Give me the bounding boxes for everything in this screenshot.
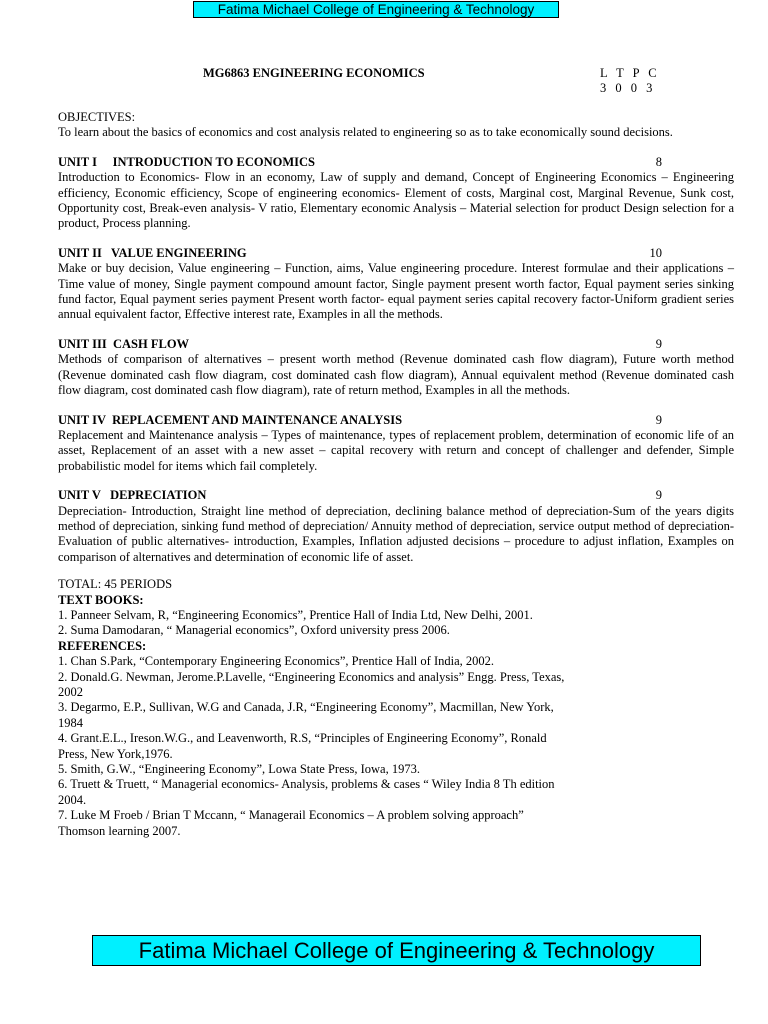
unit-hours: 9 [655,488,662,503]
objectives-text: To learn about the basics of economics and cost analysis related to engineering so as to take economically sound decisions. [58,125,673,140]
unit-hours: 9 [655,412,662,427]
ltpc-table [600,66,660,96]
unit-5-text: Depreciation- Introduction, Straight line method of depreciation, declining balance method of depreciation-Sum of the years digits method of depreciation, sinking fund method of depreciation/ Annuity method of depreciation, service output method of depreciation-Evaluation of public alternatives- introduction, Examples, Inflation adjusted decisions – procedure to adjust inflation, Examples on comparison of alternatives and determination of economic life of asset. [58,503,734,564]
references-list [58,654,568,839]
college-banner-bottom: Fatima Michael College of Engineering & Technology [92,935,701,966]
unit-title: UNIT III CASH FLOW [58,336,190,351]
college-banner-top: Fatima Michael College of Engineering & Technology [193,1,559,18]
ltpc-header: L T P C [600,66,660,80]
total-periods: TOTAL: 45 PERIODS [58,577,173,592]
unit-3-heading [58,337,734,352]
textbooks-heading: TEXT BOOKS: [58,592,144,607]
unit-title: UNIT V DEPRECIATION [58,488,207,503]
list-item: 4. Grant.E.L., Ireson.W.G., and Leavenworth, R.S, “Principles of Engineering Economy”, Ronald Press, New York,1976. [58,731,547,761]
unit-5-heading [58,488,734,503]
list-item: 1. Chan S.Park, “Contemporary Engineering Economics”, Prentice Hall of India, 2002. [58,654,495,669]
unit-title: UNIT IV REPLACEMENT AND MAINTENANCE ANALYSIS [58,412,403,427]
references-heading: REFERENCES: [58,638,147,653]
list-item: 2. Suma Damodaran, “ Managerial economics”, Oxford university press 2006. [58,623,450,638]
unit-3-text: Methods of comparison of alternatives – present worth method (Revenue dominated cash flow diagram), Future worth method (Revenue dominated cash flow diagram, cost dominated cash flow diagram), Annual equivalent method (Revenue dominated cash flow diagram, cost dominated cash flow diagram), rate of return method, Examples in all the methods. [58,352,734,398]
unit-title: UNIT I INTRODUCTION TO ECONOMICS [58,154,315,169]
list-item: 6. Truett & Truett, “ Managerial economics- Analysis, problems & cases “ Wiley India 8 Th edition 2004. [58,777,555,807]
unit-2-heading [58,246,734,261]
unit-4-text: Replacement and Maintenance analysis – Types of maintenance, types of replacement problem, determination of economic life of an asset, Replacement of an asset with a new asset – capital recovery with return and concept of challenger and defender, Simple probabilistic model for items which fail completely. [58,427,734,473]
course-title: MG6863 ENGINEERING ECONOMICS [203,66,425,80]
unit-hours: 9 [655,336,662,351]
unit-1-heading [58,155,734,170]
unit-4-heading [58,413,734,428]
unit-hours: 10 [649,245,662,260]
unit-1-text: Introduction to Economics- Flow in an economy, Law of supply and demand, Concept of Engineering Economics – Engineering efficiency, Economic efficiency, Scope of engineering economics- Element of costs, Marginal cost, Marginal Revenue, Sunk cost, Opportunity cost, Break-even analysis- V ratio, Elementary economic Analysis – Material selection for product Design selection for a product, Process planning. [58,170,734,231]
unit-2-text: Make or buy decision, Value engineering – Function, aims, Value engineering procedure. Interest formulae and their applications –Time value of money, Single payment compound amount factor, Single payment present worth factor, Equal payment series sinking fund factor, Equal payment series payment Present worth factor- equal payment series capital recovery factor-Uniform gradient series annual equivalent factor, Effective interest rate, Examples in all the methods. [58,261,734,322]
list-item: 7. Luke M Froeb / Brian T Mccann, “ Managerail Economics – A problem solving approach” Thomson learning 2007. [58,808,524,838]
textbooks-list [58,608,568,639]
unit-hours: 8 [655,154,662,169]
unit-title: UNIT II VALUE ENGINEERING [58,245,247,260]
list-item: 2. Donald.G. Newman, Jerome.P.Lavelle, “Engineering Economics and analysis” Engg. Press, Texas, 2002 [58,669,565,699]
list-item: 3. Degarmo, E.P., Sullivan, W.G and Canada, J.R, “Engineering Economy”, Macmillan, New York, 1984 [58,700,554,730]
objectives-heading: OBJECTIVES: [58,110,136,124]
list-item: 1. Panneer Selvam, R, “Engineering Economics”, Prentice Hall of India Ltd, New Delhi, 2001. [58,607,533,622]
list-item: 5. Smith, G.W., “Engineering Economy”, Lowa State Press, Iowa, 1973. [58,762,420,777]
ltpc-values: 3 0 0 3 [600,81,656,95]
syllabus-body [58,110,734,839]
